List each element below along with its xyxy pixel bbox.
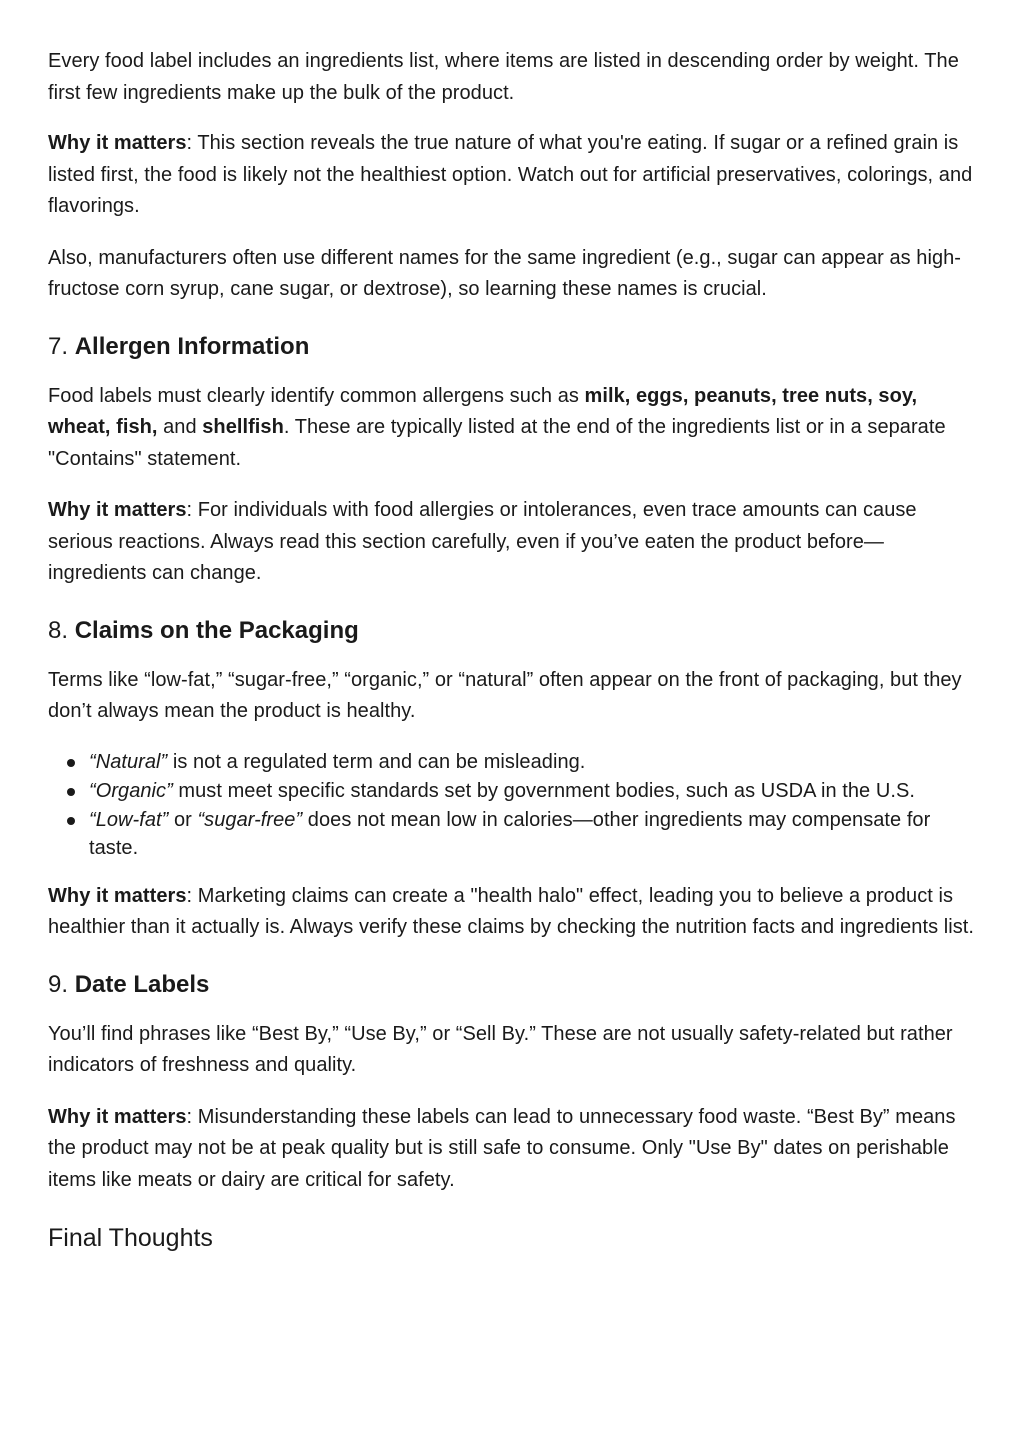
section-heading-date-labels	[48, 970, 974, 1000]
section-title: Claims on the Packaging	[74, 616, 359, 644]
claim-term: “Low-fat”	[89, 808, 169, 831]
why-text: : Marketing claims can create a "health halo" effect, leading you to believe a product is healthier than it actually is. Always verify these claims by checking the nutrition facts and ingredients list.	[48, 884, 974, 938]
why-label: Why it matters	[48, 132, 187, 154]
allergen-text-start: Food labels must clearly identify common allergens such as	[48, 384, 585, 407]
date-labels-paragraph: You’ll find phrases like “Best By,” “Use By,” or “Sell By.” These are not usually safety-related but rather indicators of freshness and quality.	[48, 1022, 953, 1076]
why-label: Why it matters	[48, 1105, 187, 1128]
why-label: Why it matters	[48, 499, 187, 521]
claims-why-paragraph	[48, 881, 974, 944]
allergen-shellfish-bold: shellfish	[202, 416, 284, 438]
ingredients-paragraph: Every food label includes an ingredients list, where items are listed in descending order by weight. The first few ingredients make up the bulk of the product.	[48, 50, 959, 104]
ingredients-names-paragraph: Also, manufacturers often use different names for the same ingredient (e.g., sugar can appear as high-fructose corn syrup, cane sugar, or dextrose), so learning these names is crucial.	[48, 246, 962, 300]
why-label: Why it matters	[48, 884, 187, 907]
allergen-list-bold: milk, eggs, peanuts, tree nuts, soy, wheat, fish,	[48, 384, 918, 438]
section-title: Date Labels	[74, 970, 210, 998]
claim-term: “Organic”	[89, 779, 173, 802]
claim-text: must meet specific standards set by government bodies, such as USDA in the U.S.	[172, 779, 915, 802]
final-thoughts-heading: Final Thoughts	[48, 1224, 213, 1252]
allergen-text-and: and	[157, 416, 203, 438]
ingredients-why-paragraph	[48, 128, 974, 223]
why-text: : This section reveals the true nature of what you're eating. If sugar or a refined grain is listed first, the food is likely not the healthiest option. Watch out for artificial preservatives, colorings, and flavorings.	[48, 132, 973, 217]
claims-paragraph: Terms like “low-fat,” “sugar-free,” “organic,” or “natural” often appear on the front of packaging, but they don’t always mean the product is healthy.	[48, 668, 962, 722]
list-item	[89, 748, 974, 777]
claims-bullet-list	[48, 748, 974, 863]
claim-term: “sugar-free”	[197, 808, 303, 831]
section-heading-allergen	[48, 332, 974, 362]
section-title: Allergen Information	[74, 332, 310, 360]
claim-text: does not mean low in calories—other ingredients may compensate for taste.	[89, 808, 931, 859]
list-item	[89, 806, 974, 863]
date-labels-why-paragraph	[48, 1102, 974, 1197]
list-item	[89, 777, 974, 806]
section-number: 8.	[48, 616, 69, 644]
allergen-why-paragraph	[48, 495, 974, 590]
allergen-text-end: . These are typically listed at the end of the ingredients list or in a separate "Contains" statement.	[48, 416, 946, 470]
section-heading-claims	[48, 616, 974, 646]
why-text: : Misunderstanding these labels can lead to unnecessary food waste. “Best By” means the product may not be at peak quality but is still safe to consume. Only "Use By" dates on perishable items like meats or dairy are critical for safety.	[48, 1105, 956, 1191]
section-number: 9.	[48, 970, 69, 998]
why-text: : For individuals with food allergies or intolerances, even trace amounts can cause serious reactions. Always read this section carefully, even if you’ve eaten the product before—ingredients can change.	[48, 499, 917, 584]
claim-connector: or	[168, 808, 198, 831]
claim-term: “Natural”	[89, 750, 168, 773]
claim-text: is not a regulated term and can be misleading.	[167, 750, 586, 773]
section-number: 7.	[48, 332, 69, 360]
allergen-paragraph	[48, 381, 974, 476]
